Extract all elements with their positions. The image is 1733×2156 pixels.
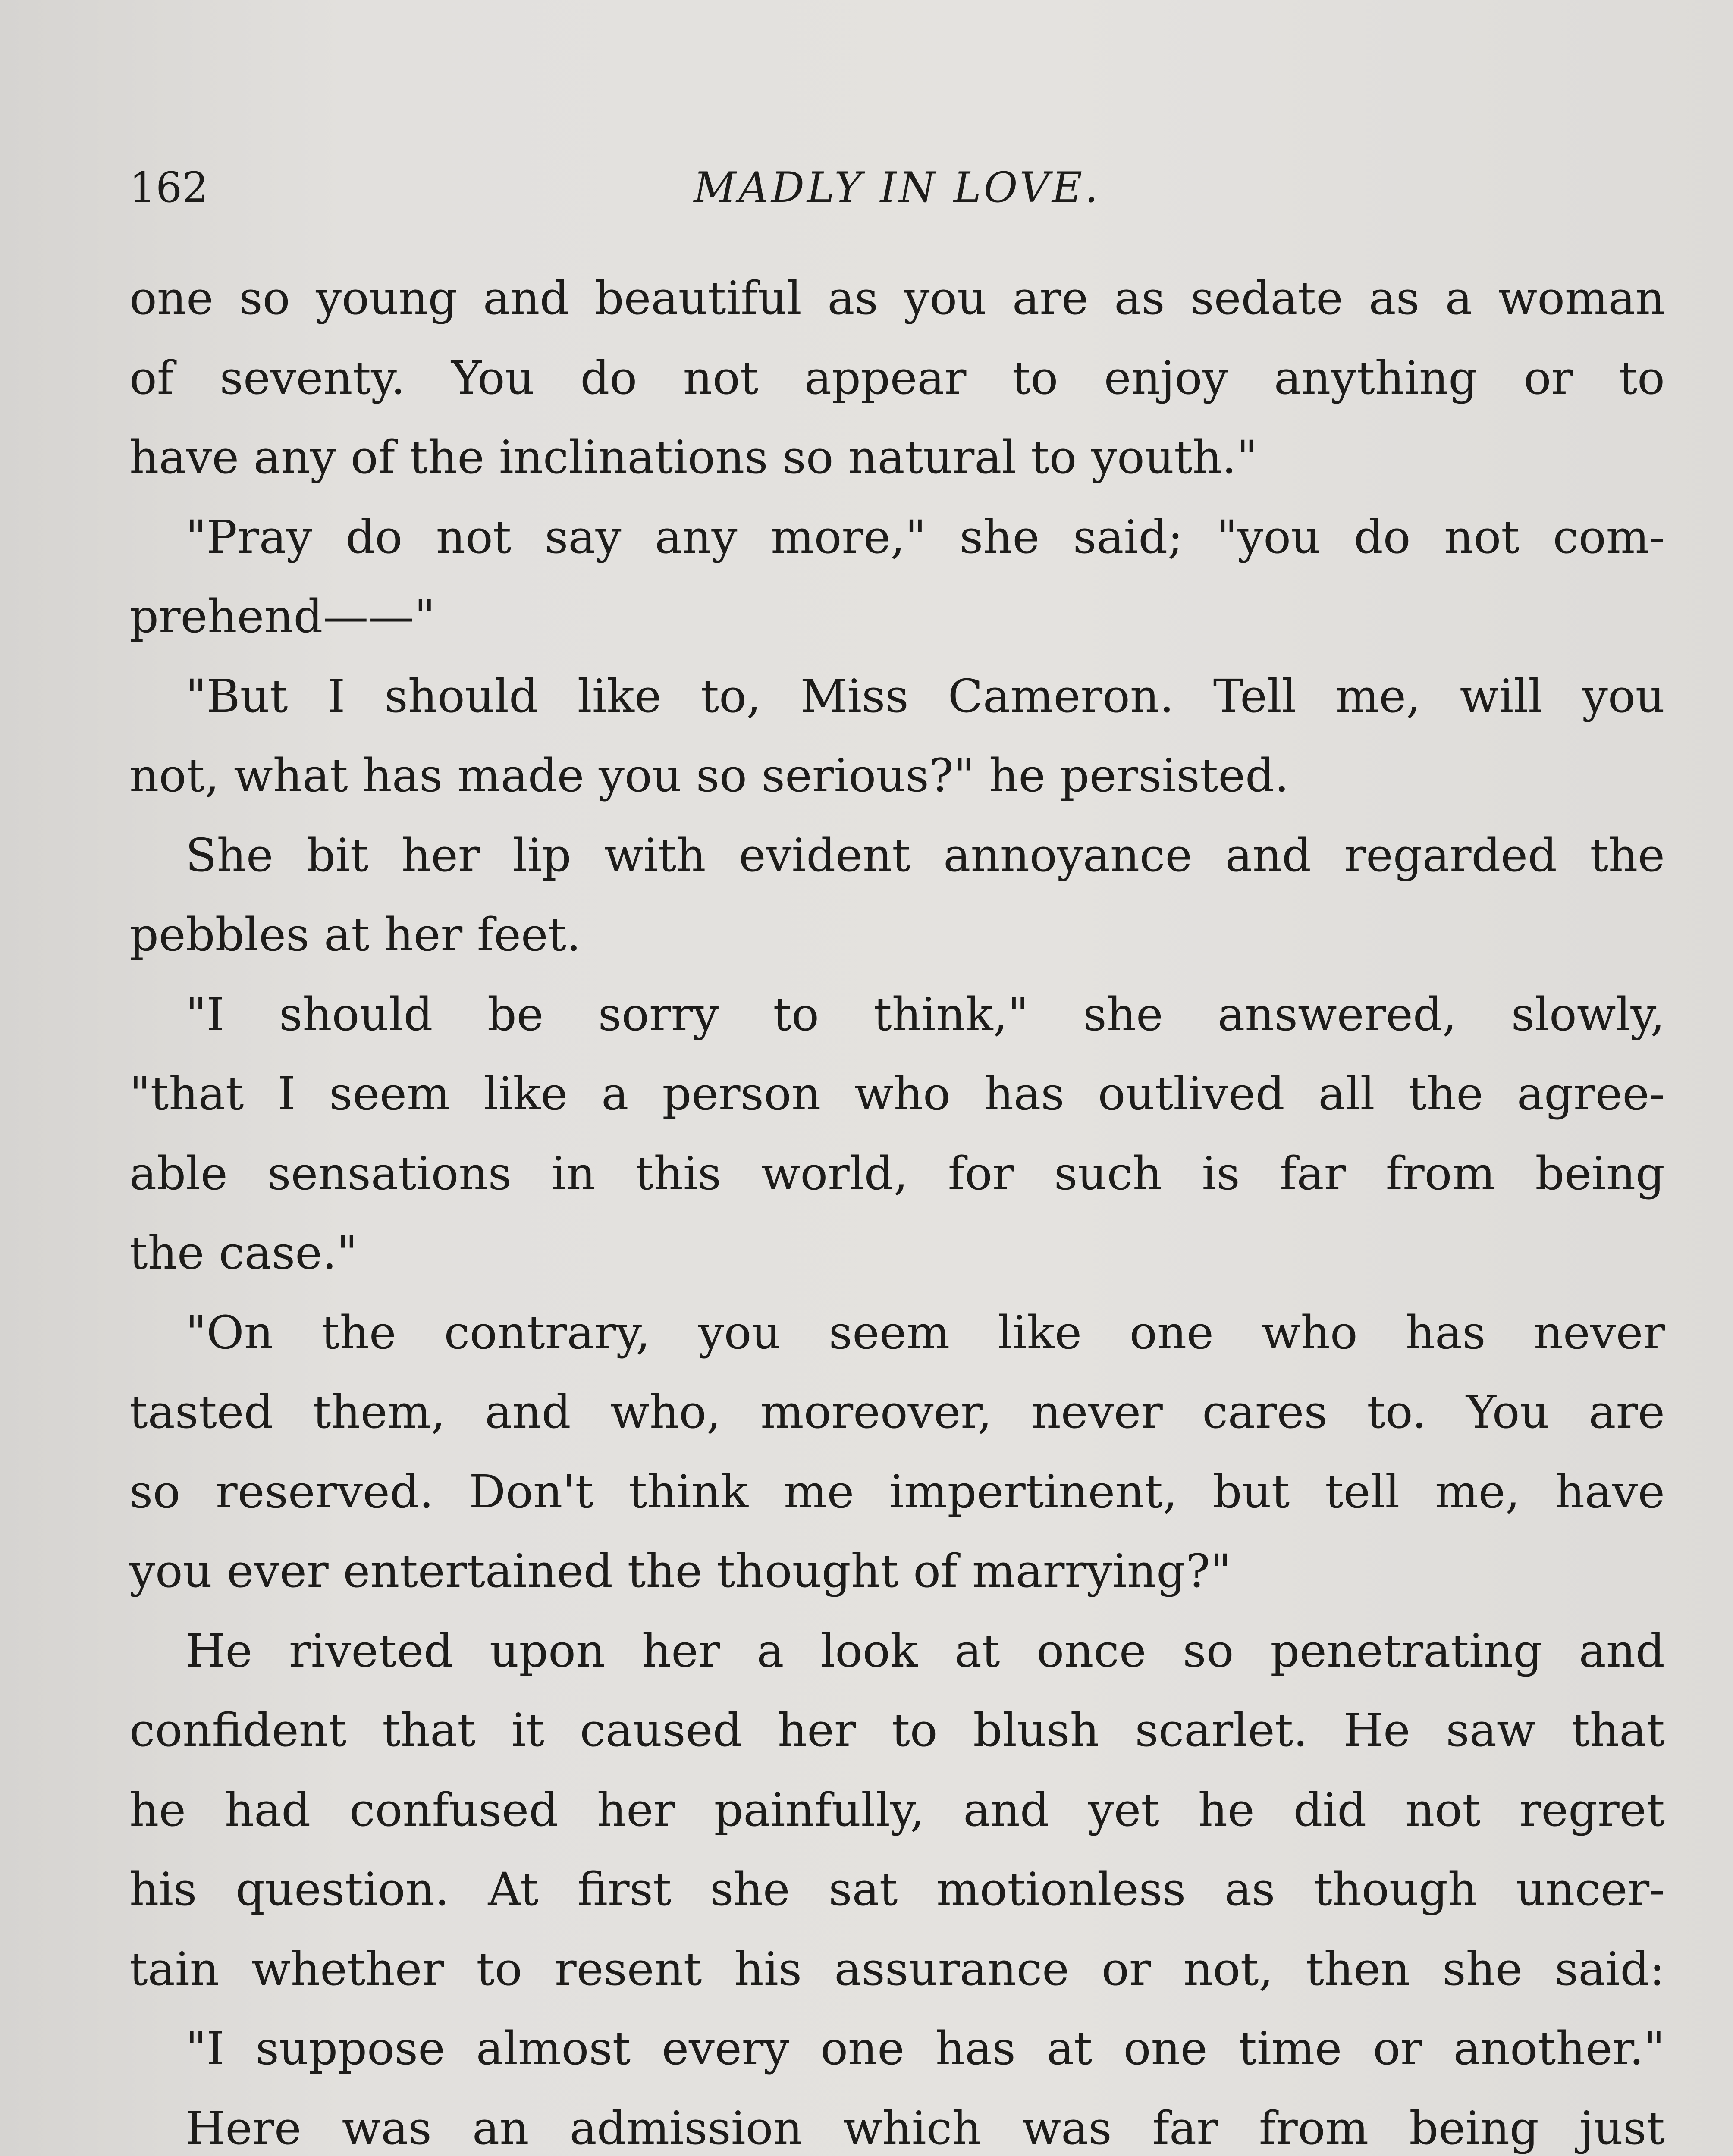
text-line: prehend——" [129,590,436,643]
text-line: "that I seem like a person who has outlived all the agree- [129,1067,1665,1120]
text-line: have any of the inclinations so natural to youth." [129,431,1258,484]
text-line: he had confused her painfully, and yet he did not regret [129,1783,1665,1836]
text-line: "I suppose almost every one has at one time or another." [185,2022,1665,2075]
text-line: of seventy. You do not appear to enjoy anything or to [129,351,1665,404]
text-line: "I should be sorry to think," she answered, slowly, [185,987,1665,1041]
text-line: his question. At first she sat motionless as though uncer- [129,1863,1665,1916]
running-title: MADLY IN LOVE. [694,163,1101,212]
text-line: you ever entertained the thought of marrying?" [129,1545,1231,1598]
text-line: the case." [129,1226,358,1279]
text-line: pebbles at her feet. [129,908,581,961]
text-line: Here was an admission which was far from being just [185,2101,1665,2155]
body-text [129,259,1665,2156]
text-line: "On the contrary, you seem like one who has never [185,1306,1665,1359]
page-header [129,155,1665,220]
text-line: "Pray do not say any more," she said; "you do not com- [185,510,1665,564]
text-line: not, what has made you so serious?" he persisted. [129,749,1289,802]
text-line: confident that it caused her to blush scarlet. He saw that [129,1704,1665,1757]
text-line: able sensations in this world, for such is far from being [129,1147,1665,1200]
text-line: He riveted upon her a look at once so penetrating and [185,1624,1665,1677]
page-number: 162 [129,163,209,212]
text-line: "But I should like to, Miss Cameron. Tell me, will you [185,669,1665,723]
text-line: tain whether to resent his assurance or not, then she said: [129,1942,1665,1996]
text-line: so reserved. Don't think me impertinent, but tell me, have [129,1465,1665,1518]
text-line: one so young and beautiful as you are as sedate as a woman [129,272,1665,325]
text-line: She bit her lip with evident annoyance and regarded the [185,828,1665,882]
text-line: tasted them, and who, moreover, never cares to. You are [129,1385,1665,1438]
